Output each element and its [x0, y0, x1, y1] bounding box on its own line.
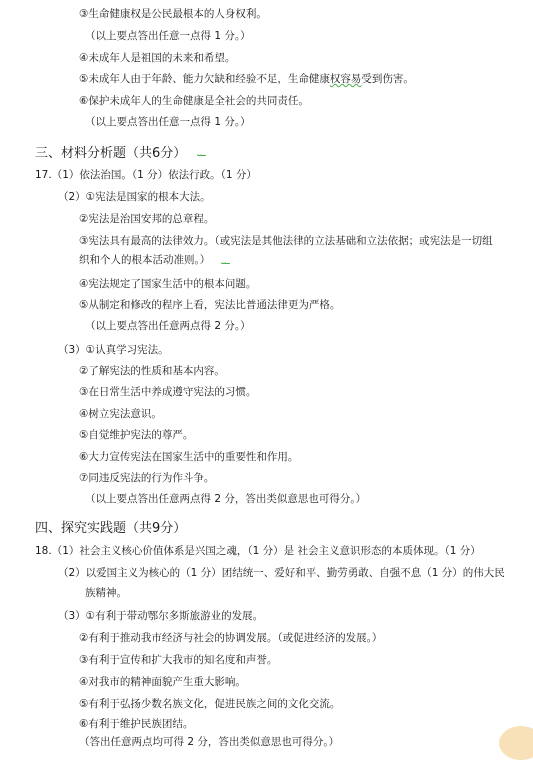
answer-line: 族精神。 [85, 587, 127, 599]
scoring-note: （以上要点答出任意两点得 2 分。） [85, 320, 251, 332]
check-mark-icon [221, 258, 230, 264]
answer-line-text: ⑤未成年人由于年龄、能力欠缺和经验不足，生命健康 [79, 73, 330, 85]
answer-line: ④树立宪法意识。 [79, 408, 162, 420]
question-17-3: （3）①认真学习宪法。 [58, 344, 169, 356]
question-18-1: 18.（1）社会主义核心价值体系是兴国之魂，（1 分）是 社会主义意识形态的本质体现。（1 分） [35, 545, 481, 557]
answer-line: ③宪法具有最高的法律效力。（或宪法是其他法律的立法基础和立法依据；或宪法是一切组 [79, 235, 493, 247]
answer-line: ③在日常生活中养成遵守宪法的习惯。 [79, 386, 257, 398]
corner-smudge [499, 726, 533, 760]
answer-line: ⑤从制定和修改的程序上看，宪法比普通法律更为严格。 [79, 299, 341, 311]
scoring-note: （以上要点答出任意一点得 1 分。） [85, 116, 251, 128]
answer-line [79, 72, 414, 86]
answer-line: ④未成年人是祖国的未来和希望。 [79, 52, 236, 64]
scoring-note: （以上要点答出任意两点得 2 分，答出类似意思也可得分。） [85, 493, 367, 505]
answer-line: ⑤有利于弘扬少数名族文化，促进民族之间的文化交流。 [79, 698, 341, 710]
answer-line: 织和个人的根本活动准则。） [79, 254, 211, 266]
answer-line: ⑥大力宣传宪法在国家生活中的重要性和作用。 [79, 451, 299, 463]
answer-line: ⑥保护未成年人的生命健康是全社会的共同责任。 [79, 95, 309, 107]
answer-line: ②宪法是治国安邦的总章程。 [79, 213, 215, 225]
answer-line: ⑤自觉维护宪法的尊严。 [79, 429, 194, 441]
answer-line: ②有利于推动我市经济与社会的协调发展。（或促进经济的发展。） [79, 632, 383, 644]
answer-line-text: 受到伤害。 [361, 73, 414, 85]
answer-line: ③生命健康权是公民最根本的人身权利。 [79, 8, 267, 20]
answer-line: ⑦同违反宪法的行为作斗争。 [79, 472, 215, 484]
question-17-1: 17.（1）依法治国。（1 分）依法行政。（1 分） [35, 169, 257, 181]
question-18-2: （2）以爱国主义为核心的（1 分）团结统一、爱好和平、勤劳勇敢、自强不息（1 分）的伟大民 [58, 567, 505, 579]
scoring-note: （以上要点答出任意一点得 1 分。） [85, 30, 251, 42]
answer-line: ②了解宪法的性质和基本内容。 [79, 365, 225, 377]
section-heading: 三、材料分析题（共6分） [35, 146, 187, 161]
wavy-underline-text: 权容易 [329, 73, 362, 85]
answer-line: ④对我市的精神面貌产生重大影响。 [79, 676, 246, 688]
answer-line: ④宪法规定了国家生活中的根本问题。 [79, 278, 257, 290]
answer-line: ⑥有利于维护民族团结。 [79, 718, 194, 730]
scoring-note: （答出任意两点均可得 2 分，答出类似意思也可得分。） [79, 736, 340, 748]
question-17-2: （2）①宪法是国家的根本大法。 [58, 191, 211, 203]
section-heading: 四、探究实践题（共9分） [35, 521, 187, 536]
check-mark-icon [197, 150, 206, 156]
answer-line: ③有利于宣传和扩大我市的知名度和声誉。 [79, 654, 278, 666]
question-18-3: （3）①有利于带动鄂尔多斯旅游业的发展。 [58, 610, 264, 622]
